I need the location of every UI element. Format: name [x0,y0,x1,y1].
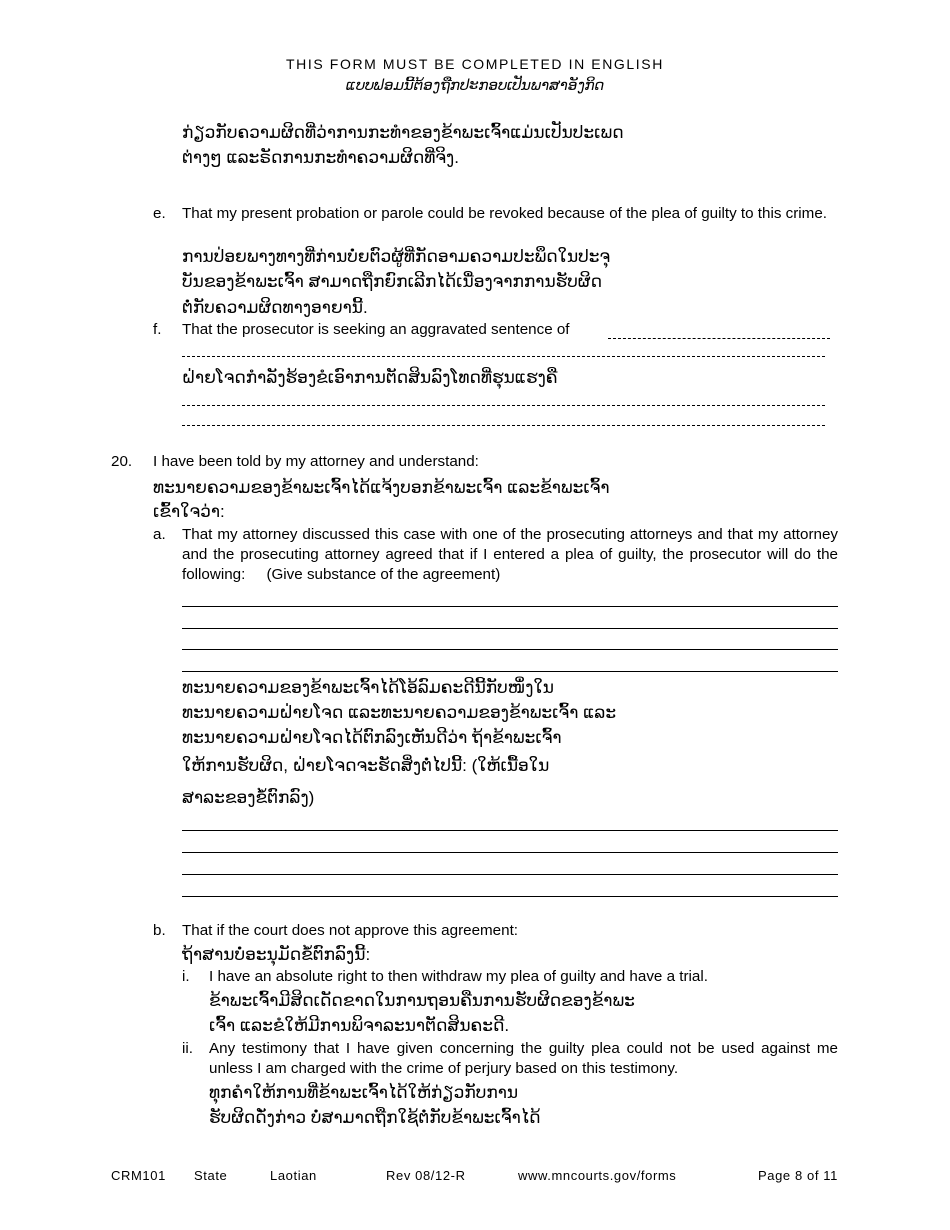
continuation-lao-line-1: ກ່ຽວກັບຄວາມຜິດທີ່ວ່າການກະທຳຂອງຂ້າພະເຈົ້າແມ່ນເປັນປະເພດ [182,123,624,142]
item-e-lao-line-1: ການປ່ອຍພາງທາງທີ່ກ່ານບໍ່ຍຕົວຜູ້ທີ່ກັດອາມຄວາມປະພຶດໃນປະຈຸ [182,247,611,266]
footer-language: Laotian [270,1168,317,1183]
agreement-lao-line-3[interactable] [182,874,838,875]
item-20b-ii-lao-line-1: ທຸກຄໍາໃຫ້ການທີ່ຂ້າພະເຈົ້າໄດ້ໃຫ້ກ່ຽວກັບການ [209,1083,519,1102]
item-20a-lao-line-3: ທະນາຍຄວາມຝ່າຍໂຈດໄດ້ຕົກລົງເຫັນດີວ່າ ຖ້າຂ້າພະເຈົ້າ [182,728,562,747]
item-20b-english: That if the court does not approve this agreement: [182,922,519,939]
item-20-lao-line-1: ທະນາຍຄວາມຂອງຂ້າພະເຈົ້າໄດ້ແຈ້ງບອກຂ້າພະເຈົ້າ ແລະຂ້າພະເຈົ້າ [153,478,610,497]
item-20-english: I have been told by my attorney and understand: [153,453,479,470]
item-20-number: 20. [111,453,133,470]
item-20a-label: a. [153,526,166,543]
item-20a-english [182,525,838,585]
footer-url: www.mncourts.gov/forms [518,1168,677,1183]
footer-revision: Rev 08/12-R [386,1168,466,1183]
item-20a-instruction: (Give substance of the agreement) [266,566,501,583]
item-f-blank-line-3[interactable] [182,405,825,406]
item-f-blank-line-1[interactable] [608,338,830,339]
agreement-line-1[interactable] [182,606,838,607]
agreement-line-4[interactable] [182,671,838,672]
agreement-line-2[interactable] [182,628,838,629]
item-e-lao-line-2: ບັນຂອງຂ້າພະເຈົ້າ ສາມາດຖືກຍົກເລີກໄດ້ເນື່ອງຈາກການຮັບຜິດ [182,272,602,291]
item-f-lao: ຝ່າຍໂຈດກໍາລັງຮ້ອງຂໍເອົາການຕັດສິນລົງໂທດທີ່ຮຸນແຮງຄື [182,368,558,387]
item-e-lao-line-3: ຕໍ່ກັບຄວາມຜິດທາງອາຍານີ້. [182,298,368,317]
item-20a-lao-line-5: ສາລະຂອງຂໍ້ຕົກລົງ) [182,788,315,807]
footer-page-number: Page 8 of 11 [758,1168,838,1183]
item-20b-label: b. [153,922,166,939]
item-20b-lao: ຖ້າສານບໍ່ອະນຸມັດຂໍ້ຕົກລົງນີ້: [182,945,371,964]
item-f-label: f. [153,321,162,338]
agreement-lao-line-1[interactable] [182,830,838,831]
agreement-line-3[interactable] [182,649,838,650]
agreement-lao-line-4[interactable] [182,896,838,897]
header-english-notice: THIS FORM MUST BE COMPLETED IN ENGLISH [286,56,664,72]
item-f-blank-line-4[interactable] [182,425,825,426]
item-20a-english-text: That my attorney discussed this case with one of the prosecuting attorneys and that my attorney and the prosecuting attorney agreed that if I entered a plea of guilty, the prosecutor will do the following: [182,526,838,583]
item-20-lao-line-2: ເຂົ້າໃຈວ່າ: [153,502,225,521]
item-20b-ii-label: ii. [182,1040,193,1057]
footer-form-id: CRM101 [111,1168,166,1183]
continuation-lao-line-2: ຕ່າງໆ ແລະຣັດການກະທຳຄວາມຜິດທີ່ຈິງ. [182,148,459,167]
item-f-blank-line-2[interactable] [182,356,825,357]
item-20b-i-label: i. [182,968,190,985]
item-20b-ii-english: Any testimony that I have given concerning the guilty plea could not be used against me unless I am charged with the crime of perjury based on this testimony. [209,1040,838,1077]
item-20b-i-lao-line-1: ຂ້າພະເຈົ້າມີສິດເດັດຂາດໃນການຖອນຄືນການຮັບຜິດຂອງຂ້າພະ [209,991,635,1010]
item-20b-i-english: I have an absolute right to then withdraw my plea of guilty and have a trial. [209,968,708,985]
item-20a-lao-line-1: ທະນາຍຄວາມຂອງຂ້າພະເຈົ້າໄດ້ໂອ້ລົມຄະດີນີ້ກັບໜຶ່ງໃນ [182,678,554,697]
item-f-english: That the prosecutor is seeking an aggravated sentence of [182,321,570,338]
item-e-english: That my present probation or parole could be revoked because of the plea of guilty to this crime. [182,205,827,222]
footer-type: State [194,1168,228,1183]
item-20b-ii-lao-line-2: ຮັບຜິດດັ່ງກ່າວ ບໍ່ສາມາດຖືກໃຊ້ຕໍ່ກັບຂ້າພະເຈົ້າໄດ້ [209,1108,541,1127]
item-20a-lao-line-4: ໃຫ້ການຮັບຜິດ, ຝ່າຍໂຈດຈະຮັດສິ່ງຕໍ່ໄປນີ້: (ໃຫ້ເນື້ອໃນ [182,756,550,775]
header-lao-notice: ແບບຟອມນີ້ຕ້ອງຖືກປະກອບເປັນພາສາອັງກິດ [345,77,605,94]
item-20a-lao-line-2: ທະນາຍຄວາມຝ່າຍໂຈດ ແລະທະນາຍຄວາມຂອງຂ້າພະເຈົ້າ ແລະ [182,703,617,722]
item-20b-i-lao-line-2: ເຈົ້າ ແລະຂໍໃຫ້ມີການພິຈາລະນາຕັດສິນຄະດີ. [209,1016,510,1035]
agreement-lao-line-2[interactable] [182,852,838,853]
item-e-label: e. [153,205,166,222]
